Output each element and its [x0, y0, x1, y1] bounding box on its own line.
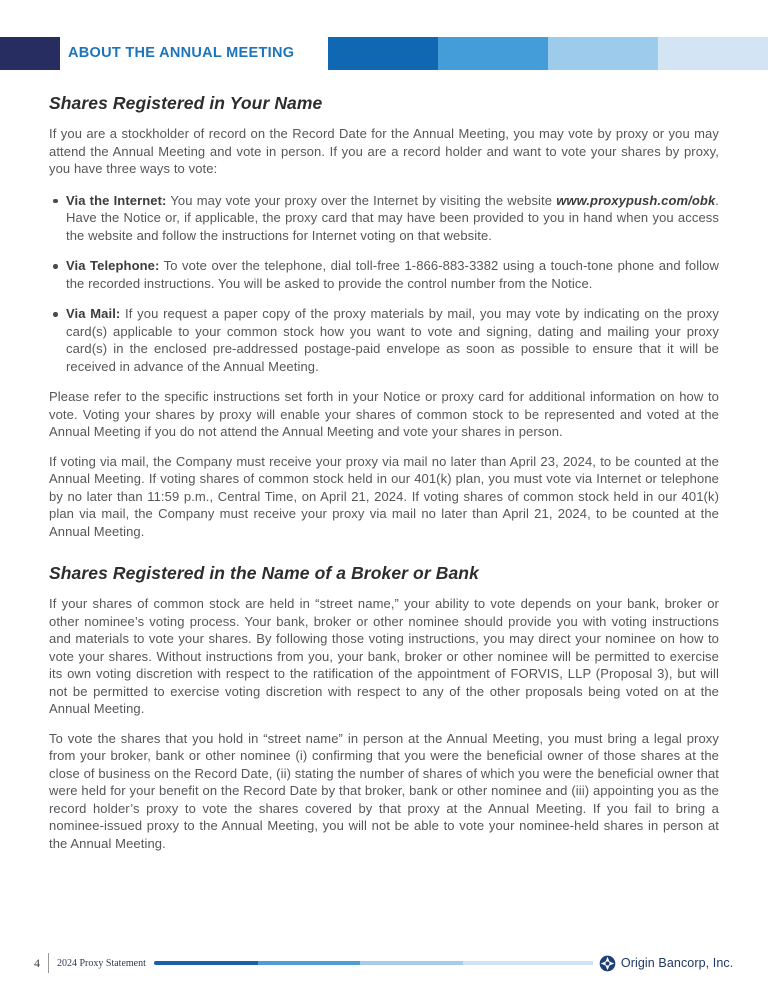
header-accent-block-1	[328, 37, 438, 70]
bullet-icon	[53, 312, 58, 317]
bullet-text: If you request a paper copy of the proxy materials by mail, you may vote by indicating on the proxy card(s) applicable to your common stock how you want to vote and signing, dating and mailing your proxy card(s) in the enclosed pre-addressed postage-paid envelope as soon as possible to ensure that it will be received in advance of the Annual Meeting.	[66, 306, 720, 374]
header-accent-block-3	[548, 37, 658, 70]
origin-bancorp-logo-icon	[599, 955, 616, 972]
paragraph: Please refer to the specific instructions set forth in your Notice or proxy card for additional information on how to vote. Voting your shares by proxy will enable your shares of common stock to be represented and voted at the Annual Meeting if you do not attend the Annual Meeting and vote your shares in person.	[49, 389, 719, 439]
list-item-via-internet	[49, 192, 719, 245]
list-item-via-telephone	[49, 257, 719, 292]
footer-bar-segment-3	[360, 961, 463, 965]
page-content	[49, 70, 719, 864]
footer-bar-segment-1	[154, 961, 258, 965]
header-accent-blocks	[328, 37, 768, 70]
company-name: Origin Bancorp, Inc.	[620, 956, 734, 970]
paragraph: To vote the shares that you hold in “street name” in person at the Annual Meeting, you must bring a legal proxy from your broker, bank or other nominee (i) confirming that you were the beneficial owner of those shares at the close of business on the Record Date, (ii) stating the number of shares of which you were the beneficial owner that were held for your benefit on the Record Date by that broker, bank or other nominee and (iii) appointing you as the record holder’s proxy to vote the shares covered by that proxy at the Annual Meeting. If you fail to bring a nominee-issued proxy to the Annual Meeting, you will not be able to vote your nominee-held shares in person at the Annual Meeting.	[49, 730, 719, 851]
page-footer	[0, 952, 768, 974]
paragraph: If voting via mail, the Company must receive your proxy via mail no later than April 23, 2024, to be counted at the Annual Meeting. If voting shares of common stock held in our 401(k) plan, you must vote via Internet or telephone by no later than 11:59 p.m., Central Time, on April 21, 2024. If voting shares of common stock held in our 401(k) plan via mail, the Company must receive your proxy via mail no later than April 21, 2024, to be counted at the Annual Meeting.	[49, 453, 719, 539]
bullet-lead: Via Telephone:	[66, 258, 160, 273]
paragraph: If your shares of common stock are held in “street name,” your ability to vote depends on your bank, broker or other nominee’s voting process. Your bank, broker or other nominee should provide you with voting instructions and materials to vote your shares. By following those voting instructions, you may direct your nominee on how to vote your shares. Without instructions from you, your bank, broker or other nominee will be permitted to exercise its own voting discretion with respect to the ratification of the appointment of FORVIS, LLP (Proposal 3), but will not be permitted to exercise voting discretion with respect to any of the other proposals being voted on at the Annual Meeting.	[49, 596, 719, 716]
list-item-via-mail	[49, 305, 719, 375]
bullet-icon	[53, 264, 58, 269]
header-accent-block-4	[658, 37, 768, 70]
bullet-text: . Have the Notice or, if applicable, the proxy card that may have been provided to you in hand when you access the website and follow the instructions for Internet voting on that website.	[66, 192, 719, 243]
footer-bar-segment-2	[258, 961, 360, 965]
header-navy-block	[0, 37, 60, 70]
proxypush-link[interactable]: www.proxypush.com/obk	[556, 192, 716, 208]
voting-methods-list	[49, 192, 719, 376]
section-title-registered-your-name: Shares Registered in Your Name	[49, 93, 323, 113]
paragraph: If you are a stockholder of record on the Record Date for the Annual Meeting, you may vote by proxy or you may attend the Annual Meeting and vote in person. If you are a record holder and want to vote your shares by proxy, you have three ways to vote:	[49, 126, 719, 176]
header-accent-block-2	[438, 37, 548, 70]
bullet-lead: Via Mail:	[66, 306, 121, 321]
page-title: ABOUT THE ANNUAL MEETING	[68, 45, 295, 61]
bullet-lead: Via the Internet:	[66, 192, 167, 208]
page-number: 4	[34, 955, 40, 970]
bullet-icon	[53, 199, 58, 204]
bullet-text: You may vote your proxy over the Internet by visiting the website	[166, 192, 557, 208]
page-header	[0, 37, 768, 70]
bullet-text: To vote over the telephone, dial toll-free 1-866-883-3382 using a touch-tone phone and follow the recorded instructions. You will be asked to provide the control number from the Notice.	[66, 258, 719, 291]
footer-bar-segment-4	[463, 961, 593, 965]
document-title: 2024 Proxy Statement	[57, 957, 146, 969]
section-title-broker-or-bank: Shares Registered in the Name of a Broker or Bank	[49, 563, 479, 583]
footer-gradient-bar	[154, 961, 593, 965]
